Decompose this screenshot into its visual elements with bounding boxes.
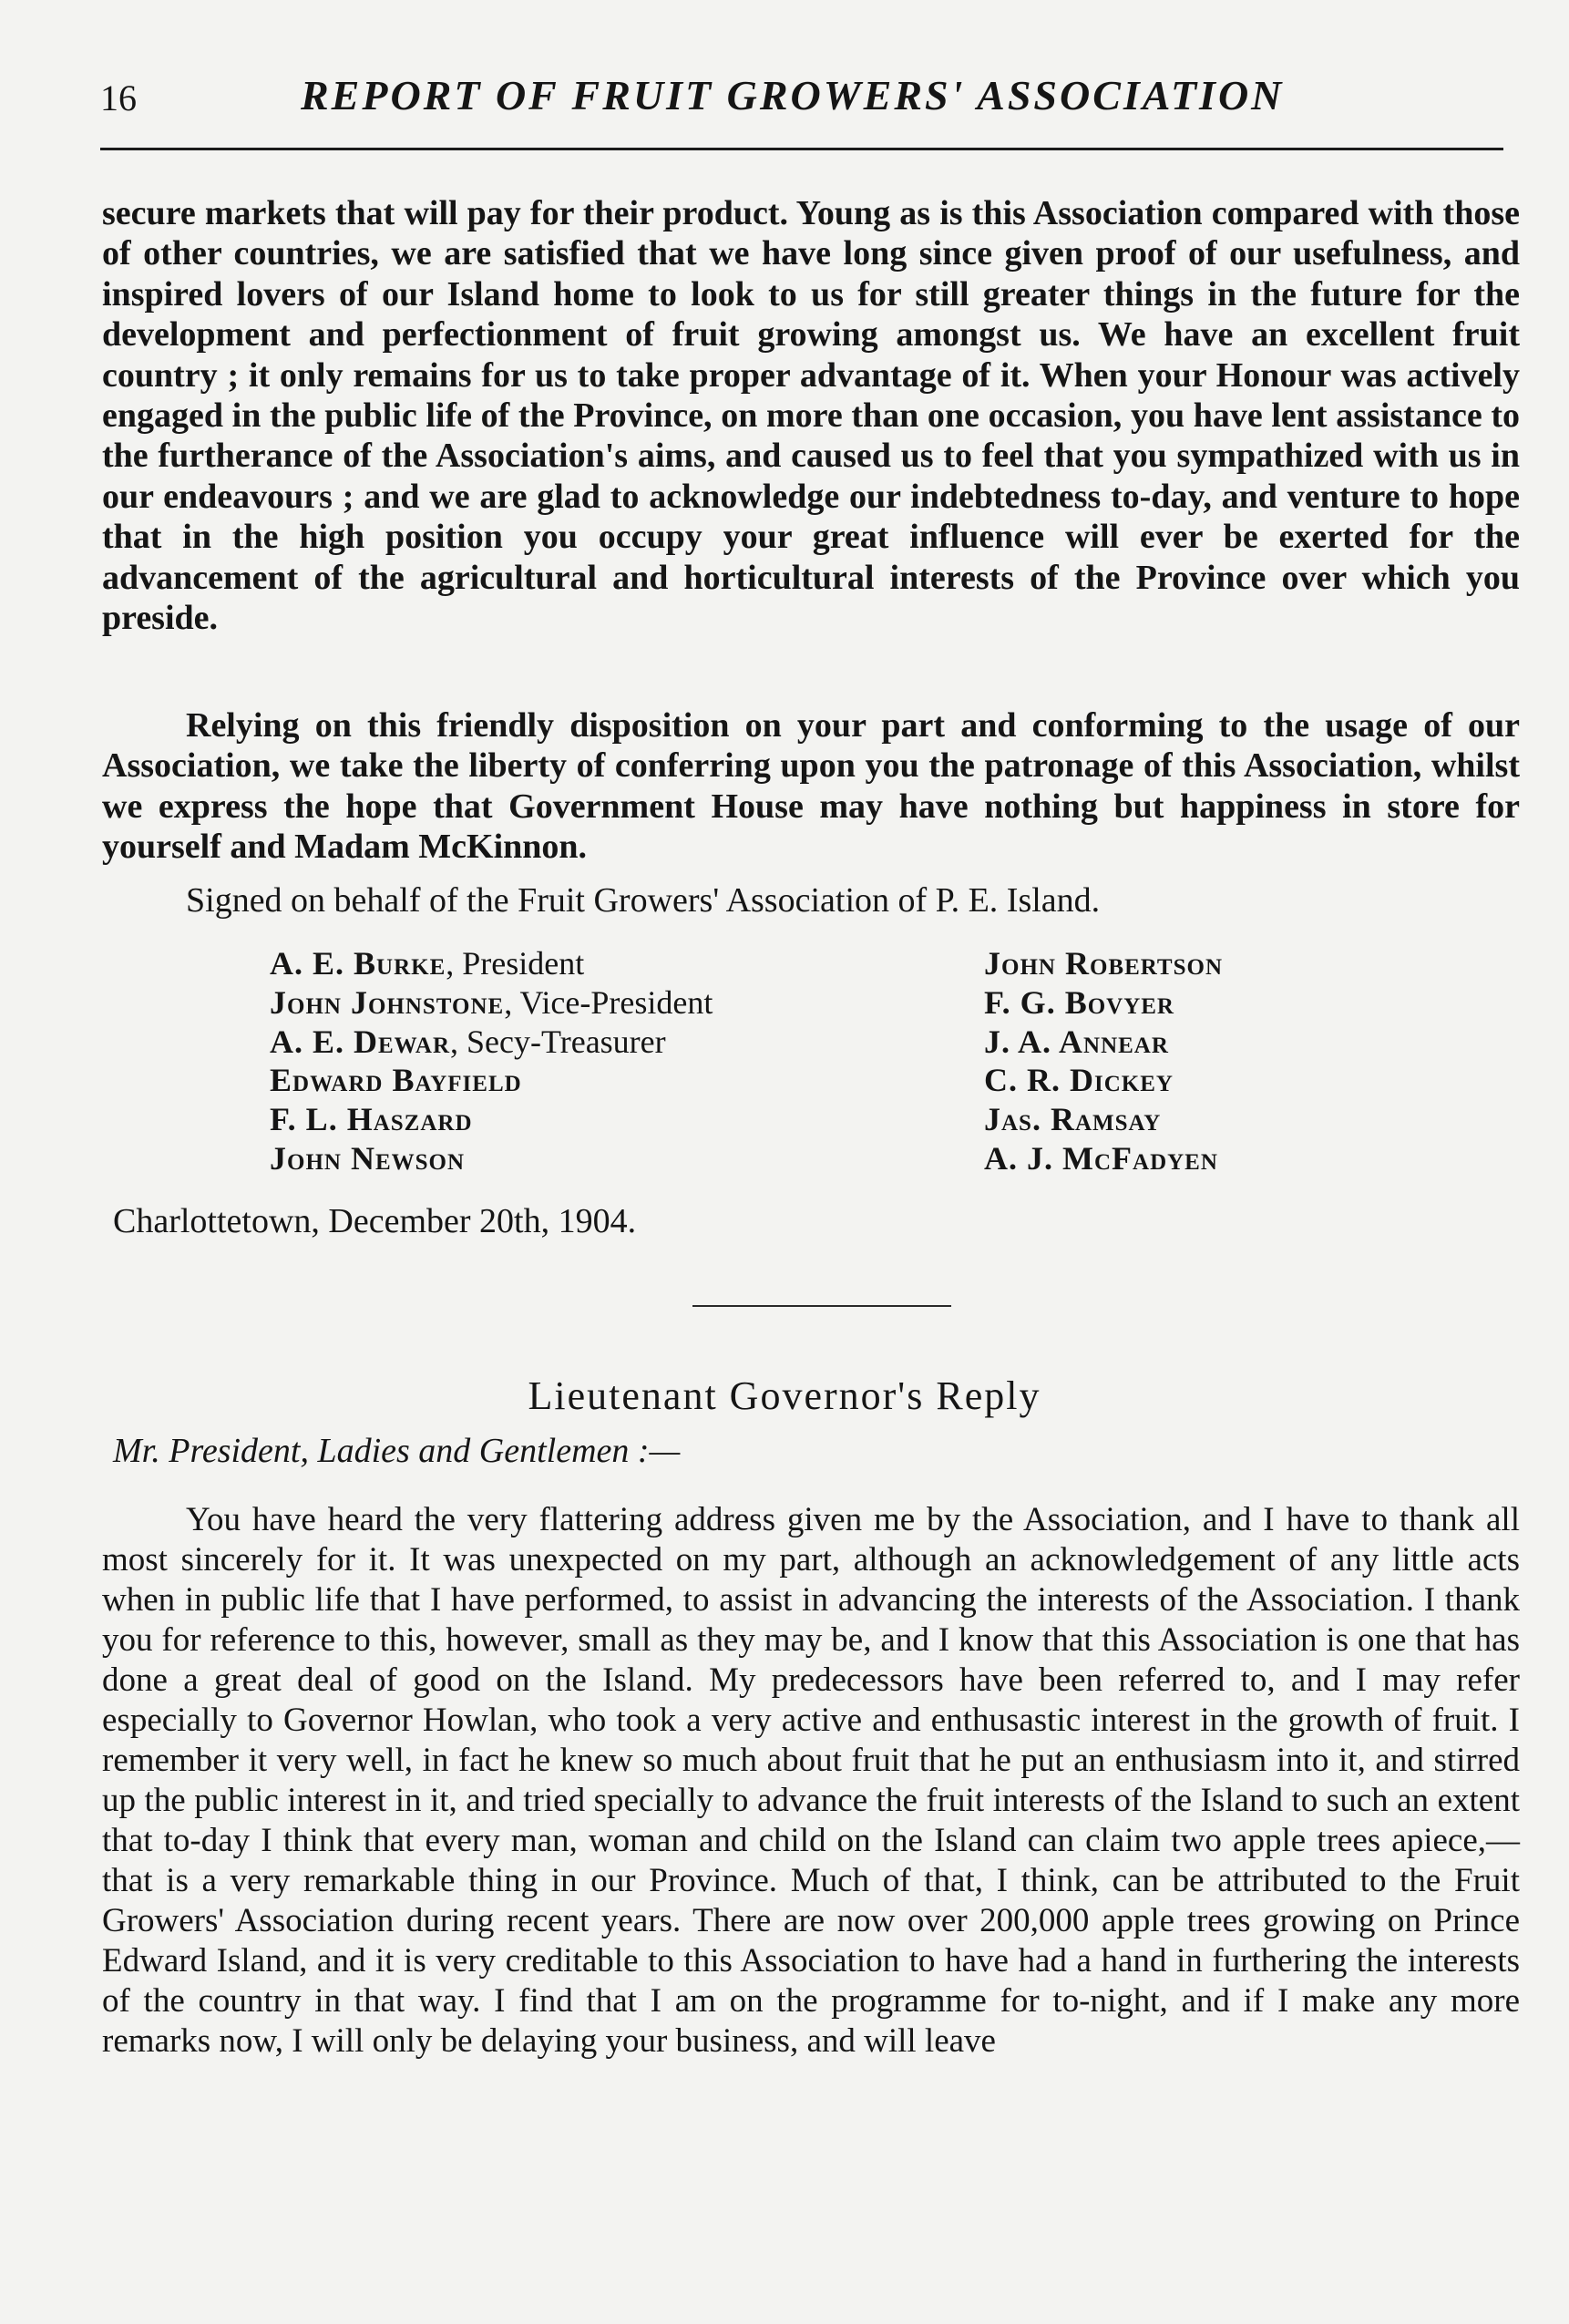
signatory-name: F. G. Bovyer xyxy=(984,983,1174,1021)
reply-salutation: Mr. President, Ladies and Gentlemen :— xyxy=(113,1432,681,1470)
signatory-role: , President xyxy=(446,945,585,982)
signatory-name: J. A. Annear xyxy=(984,1023,1169,1060)
signatory-name: Jas. Ramsay xyxy=(984,1101,1162,1138)
signatory xyxy=(984,1023,1223,1062)
signatory-name: A. E. Dewar xyxy=(270,1023,451,1060)
signatory xyxy=(270,944,713,983)
signed-line: Signed on behalf of the Fruit Growers' Association of P. E. Island. xyxy=(186,881,1101,920)
signatory-name: John Johnstone xyxy=(270,983,505,1021)
page-header xyxy=(100,71,1503,135)
signatory xyxy=(984,1061,1223,1100)
signatory-name: A. E. Burke xyxy=(270,945,446,982)
signatory xyxy=(984,944,1223,983)
signatory xyxy=(984,983,1223,1023)
signatory-name: John Newson xyxy=(270,1139,466,1177)
signatory xyxy=(984,1139,1223,1178)
signatory-name: F. L. Haszard xyxy=(270,1101,473,1138)
signatory-name: C. R. Dickey xyxy=(984,1062,1174,1099)
section-divider xyxy=(692,1305,951,1307)
signatory xyxy=(270,983,713,1023)
reply-paragraph-1: You have heard the very flattering address given me by the Association, and I have to thank all most sincerely for it. It was unexpected on my part, although an acknowledgement of any little acts when in public life that I have performed, to assist in advancing the interests of the Association. I thank you for reference to this, however, small as they may be, and I know that this Association is one that has done a great deal of good on the Island. My predecessors have been referred to, and I may refer especially to Governor Howlan, who took a very active and enthusastic interest in the growth of fruit. I remember it very well, in fact he knew so much about fruit that he put an enthusiasm into it, and stirred up the public interest in it, and tried specially to advance the fruit interests of the Island to such an extent that to-day I think that every man, woman and child on the Island can claim two apple trees apiece,—that is a very remarkable thing in our Province. Much of that, I think, can be attributed to the Fruit Growers' Association during recent years. There are now over 200,000 apple trees growing on Prince Edward Island, and it is very creditable to this Association to have had a hand in furthering the interests of the country in that way. I find that I am on the programme for to-night, and if I make any more remarks now, I will only be delaying your business, and will leave xyxy=(102,1501,1520,2060)
signatory xyxy=(270,1139,713,1178)
address-paragraph-1: secure markets that will pay for their product. Young as is this Association compared with those of other countries, we are satisfied that we have long since given proof of our usefulness, and inspired lovers of our Island home to look to us for still greater things in the future for the development and perfectionment of fruit growing amongst us. We have an excellent fruit country ; it only remains for us to take proper advantage of it. When your Honour was actively engaged in the public life of the Province, on more than one occasion, you have lent assistance to the furtherance of the Association's aims, and caused us to feel that you sympathized with us in our endeavours ; and we are glad to acknowledge our indebtedness to-day, and venture to hope that in the high position you occupy your great influence will ever be exerted for the advancement of the agricultural and horticultural interests of the Province over which you preside. xyxy=(102,194,1520,638)
signatory xyxy=(270,1061,713,1100)
signatory xyxy=(984,1100,1223,1139)
signatories-right-column xyxy=(984,944,1223,1178)
signatory-name: John Robertson xyxy=(984,945,1223,982)
signatory-role: , Secy-Treasurer xyxy=(450,1023,666,1060)
dateline: Charlottetown, December 20th, 1904. xyxy=(113,1202,637,1240)
address-paragraph-2: Relying on this friendly disposition on your part and conforming to the usage of our Association, we take the liberty of conferring upon you the patronage of this Association, whilst we express the hope that Government House may have nothing but happiness in store for yourself and Madam McKinnon. xyxy=(102,706,1520,867)
signatory-name: A. J. McFadyen xyxy=(984,1139,1218,1177)
reply-title: Lieutenant Governor's Reply xyxy=(528,1373,1041,1418)
page-number: 16 xyxy=(100,77,137,118)
signatory-role: , Vice-President xyxy=(504,983,713,1021)
signatory xyxy=(270,1100,713,1139)
running-title: REPORT OF FRUIT GROWERS' ASSOCIATION xyxy=(301,72,1285,118)
signatory-name: Edward Bayfield xyxy=(270,1062,522,1099)
signatory xyxy=(270,1023,713,1062)
header-rule xyxy=(100,148,1503,150)
signatories-left-column xyxy=(270,944,713,1178)
